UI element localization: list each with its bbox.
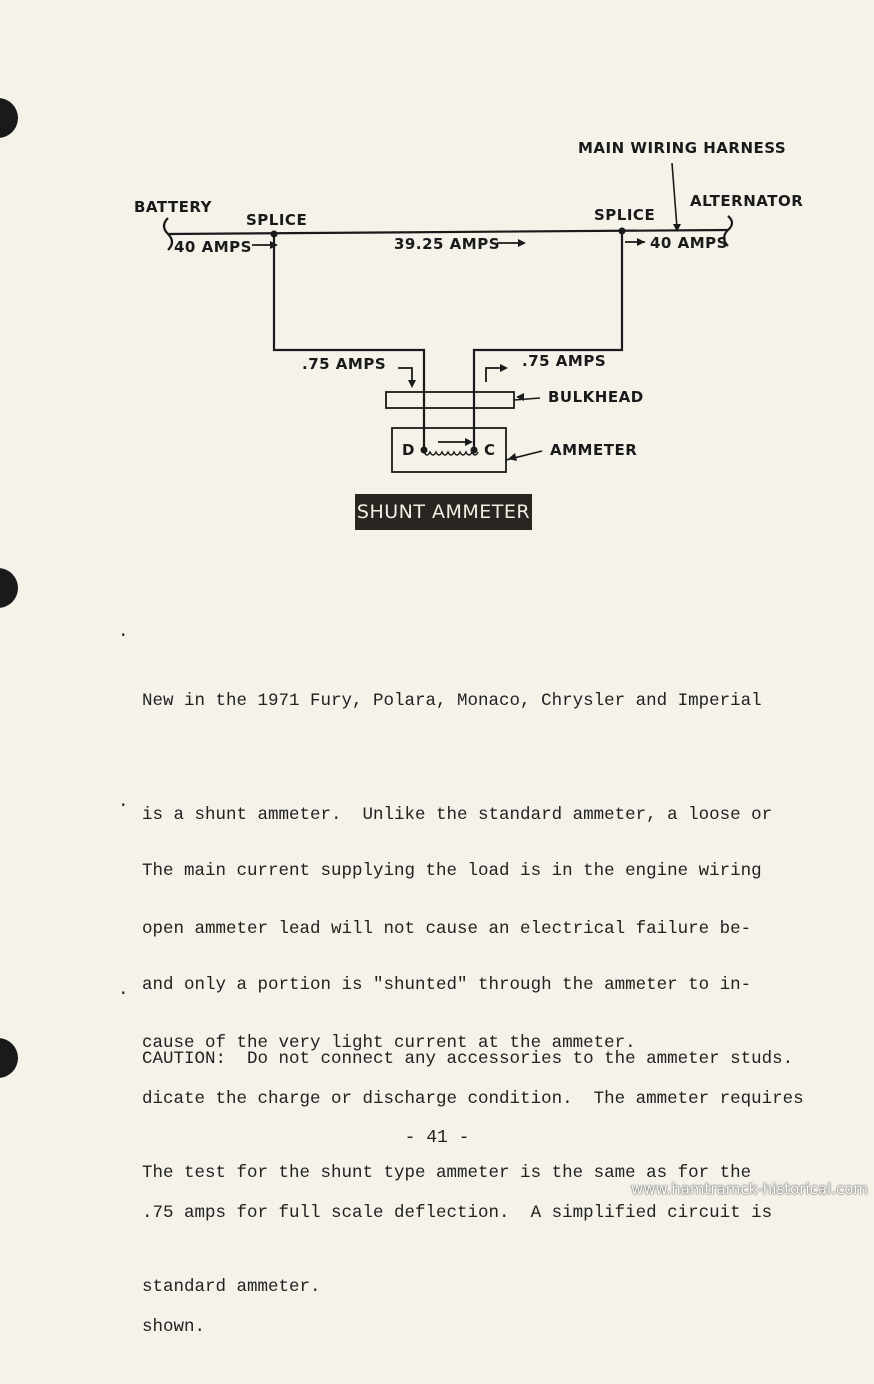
splice-left-label: SPLICE bbox=[246, 211, 308, 229]
arrow-shunt-right bbox=[486, 368, 500, 382]
paragraph-1-line: is a shunt ammeter. Unlike the standard ammeter, a loose or bbox=[142, 805, 773, 825]
arrowhead-shunt-left bbox=[408, 380, 416, 388]
splice-right-label: SPLICE bbox=[594, 206, 656, 224]
amps-in-label: 40 AMPS bbox=[174, 238, 252, 256]
binder-hole-middle bbox=[0, 568, 18, 608]
arrowhead-shunt-right bbox=[500, 364, 508, 372]
paragraph-1-line: open ammeter lead will not cause an electrical failure be- bbox=[142, 919, 752, 939]
amps-out-label: 40 AMPS bbox=[650, 234, 728, 252]
battery-label: BATTERY bbox=[134, 198, 213, 216]
arrow-shunt-left bbox=[398, 368, 412, 380]
amps-main-label: 39.25 AMPS bbox=[394, 235, 501, 253]
watermark: www.hamtramck-historical.com bbox=[631, 1180, 868, 1198]
terminal-c-label: C bbox=[484, 441, 496, 459]
arrowhead-amps-out bbox=[637, 238, 645, 246]
diagram-title-plate: SHUNT AMMETER bbox=[355, 494, 532, 530]
terminal-d-label: D bbox=[402, 441, 415, 459]
paragraph-2-line: and only a portion is "shunted" through the ammeter to in- bbox=[142, 975, 752, 995]
binder-hole-bottom bbox=[0, 1038, 18, 1078]
splice-dot-left bbox=[271, 231, 278, 238]
paragraph-2-line: shown. bbox=[142, 1317, 206, 1337]
shunt-coil bbox=[424, 452, 478, 455]
paragraph-3 bbox=[142, 964, 862, 1344]
amps-shunt-right-label: .75 AMPS bbox=[522, 352, 607, 370]
bulkhead-plate bbox=[386, 392, 514, 408]
alternator-label: ALTERNATOR bbox=[690, 192, 804, 210]
paragraph-1-line: cause of the very light current at the ammeter. bbox=[142, 1033, 636, 1053]
arrowhead-amps-main bbox=[518, 239, 526, 247]
splice-dot-right bbox=[619, 228, 626, 235]
shunt-wire-right bbox=[474, 231, 622, 450]
page-number: - 41 - bbox=[404, 1128, 470, 1148]
paragraph-2-line: The main current supplying the load is in the engine wiring bbox=[142, 861, 762, 881]
bullet-2: . bbox=[118, 792, 129, 812]
paragraph-3-line: standard ammeter. bbox=[142, 1277, 321, 1297]
paragraph-1-line: New in the 1971 Fury, Polara, Monaco, Chrysler and Imperial bbox=[142, 691, 762, 711]
bullet-1: . bbox=[118, 622, 129, 642]
terminal-c-dot bbox=[471, 447, 478, 454]
shunt-circuit-diagram bbox=[0, 0, 874, 560]
main-wire bbox=[168, 230, 728, 234]
paragraph-2-line: .75 amps for full scale deflection. A simplified circuit is bbox=[142, 1203, 773, 1223]
amps-shunt-left-label: .75 AMPS bbox=[302, 355, 387, 373]
bulkhead-leader bbox=[514, 398, 540, 400]
shunt-wire-left bbox=[274, 234, 424, 450]
bulkhead-label: BULKHEAD bbox=[548, 388, 644, 406]
paragraph-3-line: The test for the shunt type ammeter is the same as for the bbox=[142, 1163, 752, 1183]
paragraph-3-line: CAUTION: Do not connect any accessories to the ammeter studs. bbox=[142, 1049, 794, 1069]
arrowhead-ammeter-internal bbox=[465, 438, 473, 446]
harness-leader bbox=[672, 163, 677, 228]
paragraph-2-line: dicate the charge or discharge condition. The ammeter requires bbox=[142, 1089, 804, 1109]
main-wiring-harness-label: MAIN WIRING HARNESS bbox=[578, 139, 787, 157]
terminal-d-dot bbox=[421, 447, 428, 454]
bullet-3: . bbox=[118, 980, 129, 1000]
ammeter-label: AMMETER bbox=[550, 441, 638, 459]
